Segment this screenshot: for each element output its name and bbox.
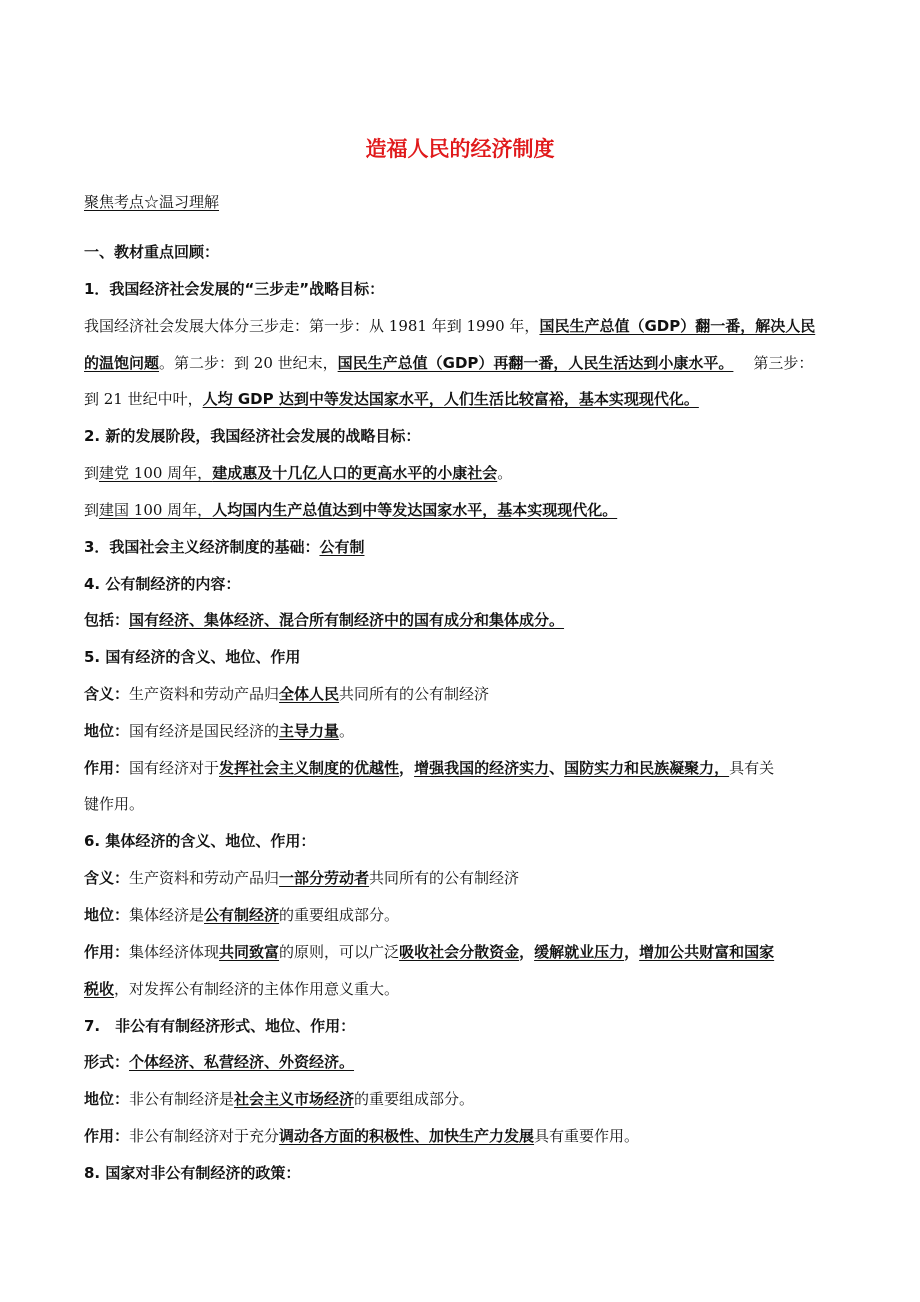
item7-status-label: 地位： <box>84 1090 130 1108</box>
item6-role-sep2: ， <box>624 943 640 961</box>
item7-role-text2: 具有重要作用。 <box>534 1127 640 1145</box>
item6-meaning-text1: 生产资料和劳动产品归 <box>129 869 280 887</box>
part1-heading: 一、教材重点回顾： <box>84 243 220 261</box>
item6-status-label: 地位： <box>84 906 130 924</box>
item6-role-answer2: 吸收社会分散资金 <box>399 943 520 961</box>
item6-role-text2: 的原则，可以广泛 <box>279 943 400 961</box>
item1-heading: 1．我国经济社会发展的“三步走”战略目标： <box>84 280 385 298</box>
item5-meaning-text1: 生产资料和劳动产品归 <box>129 685 280 703</box>
item3-line <box>84 536 364 558</box>
item5-role-sep2: 、 <box>549 759 565 777</box>
item6-meaning-answer: 一部分劳动者 <box>279 869 370 887</box>
item7-form-answer: 个体经济、私营经济、外资经济。 <box>129 1053 355 1071</box>
item6-meaning-label: 含义： <box>84 869 130 887</box>
item5-status-answer: 主导力量 <box>279 722 340 740</box>
item2-l1-answer: 建成惠及十几亿人口的更高水平的小康社会 <box>212 464 498 482</box>
item1-l1-answer: 国民生产总值（GDP）翻一番，解决人民 <box>539 317 816 335</box>
item6-role-answer1: 共同致富 <box>219 943 280 961</box>
item6-meaning <box>84 867 519 889</box>
item1-l2-answer1: 的温饱问题 <box>84 354 160 372</box>
item7-status <box>84 1088 474 1110</box>
item5-status-text2: 。 <box>339 722 355 740</box>
item7-heading: 7. 非公有有制经济形式、地位、作用： <box>84 1017 356 1035</box>
item1-l3-text: 到 21 世纪中叶， <box>84 390 203 408</box>
item2-line1 <box>84 462 512 484</box>
item7-status-text2: 的重要组成部分。 <box>354 1090 475 1108</box>
item7-role-text1: 非公有制经济对于充分 <box>129 1127 280 1145</box>
item1-line3 <box>84 388 699 410</box>
item5-meaning-text2: 共同所有的公有制经济 <box>339 685 490 703</box>
item5-role <box>84 757 774 779</box>
item1-l2-answer2: 国民生产总值（GDP）再翻一番，人民生活达到小康水平。 <box>337 354 734 372</box>
item1-l2-text1: 。第二步：到 20 世纪末， <box>159 354 338 372</box>
item5-role-answer2: 增强我国的经济实力 <box>414 759 550 777</box>
section-heading: 聚焦考点☆温习理解 <box>84 193 220 211</box>
item1-line1 <box>84 315 815 337</box>
document-title: 造福人民的经济制度 <box>365 137 555 161</box>
item5-role-answer3: 国防实力和民族凝聚力， <box>564 759 730 777</box>
item7-status-text1: 非公有制经济是 <box>129 1090 235 1108</box>
item2-l2-to: 到 <box>84 501 100 519</box>
item5-role-cont: 键作用。 <box>84 795 145 813</box>
item5-status-text1: 国有经济是国民经济的 <box>129 722 280 740</box>
item3-answer: 公有制 <box>319 538 365 556</box>
item8-heading: 8. 国家对非公有制经济的政策： <box>84 1164 301 1182</box>
item2-l2-answer: 人均国内生产总值达到中等发达国家水平，基本实现现代化。 <box>212 501 618 519</box>
item3-text: 3．我国社会主义经济制度的基础： <box>84 538 320 556</box>
item6-meaning-text2: 共同所有的公有制经济 <box>369 869 520 887</box>
item6-role-cont <box>84 978 399 1000</box>
item7-role <box>84 1125 639 1147</box>
item7-role-answer: 调动各方面的积极性、加快生产力发展 <box>279 1127 535 1145</box>
item4-content: 国有经济、集体经济、混合所有制经济中的国有成分和集体成分。 <box>129 611 565 629</box>
item1-l1-text: 我国经济社会发展大体分三步走：第一步：从 1981 年到 1990 年， <box>84 317 540 335</box>
item1-l2-text2: 第三步： <box>753 354 814 372</box>
item7-role-label: 作用： <box>84 1127 130 1145</box>
item2-l1-end: 。 <box>497 464 513 482</box>
item6-heading: 6. 集体经济的含义、地位、作用： <box>84 832 316 850</box>
item2-l1-date: 建党 100 周年， <box>99 464 213 482</box>
item1-line2 <box>84 352 813 374</box>
item7-form <box>84 1051 354 1073</box>
item6-role-answer5: 税收 <box>84 980 115 998</box>
item6-status-text2: 的重要组成部分。 <box>279 906 400 924</box>
item6-role-text3: ，对发挥公有制经济的主体作用意义重大。 <box>114 980 400 998</box>
item6-role-text1: 集体经济体现 <box>129 943 220 961</box>
item7-form-label: 形式： <box>84 1053 130 1071</box>
item2-l1-to: 到 <box>84 464 100 482</box>
item4-label: 包括： <box>84 611 130 629</box>
item1-l3-answer: 人均 GDP 达到中等发达国家水平，人们生活比较富裕，基本实现现代化。 <box>202 390 699 408</box>
item5-meaning <box>84 683 489 705</box>
item2-heading: 2. 新的发展阶段，我国经济社会发展的战略目标： <box>84 427 421 445</box>
item5-status-label: 地位： <box>84 722 130 740</box>
item4-line <box>84 609 564 631</box>
item6-role <box>84 941 774 963</box>
item6-role-label: 作用： <box>84 943 130 961</box>
item5-status <box>84 720 354 742</box>
item6-role-answer3: 缓解就业压力 <box>534 943 625 961</box>
item5-role-label: 作用： <box>84 759 130 777</box>
item5-heading: 5. 国有经济的含义、地位、作用 <box>84 648 301 666</box>
item2-line2 <box>84 499 617 521</box>
item2-l2-date: 建国 100 周年， <box>99 501 213 519</box>
item5-role-answer1: 发挥社会主义制度的优越性 <box>219 759 400 777</box>
item5-role-text1: 国有经济对于 <box>129 759 220 777</box>
item6-role-sep1: ， <box>519 943 535 961</box>
item5-role-text2: 具有关 <box>729 759 775 777</box>
item6-status <box>84 904 399 926</box>
item5-role-sep1: ， <box>399 759 415 777</box>
item6-role-answer4: 增加公共财富和国家 <box>639 943 775 961</box>
item6-status-answer: 公有制经济 <box>204 906 280 924</box>
item4-heading: 4. 公有制经济的内容： <box>84 575 241 593</box>
item5-meaning-answer: 全体人民 <box>279 685 340 703</box>
item6-status-text1: 集体经济是 <box>129 906 205 924</box>
item7-status-answer: 社会主义市场经济 <box>234 1090 355 1108</box>
item5-meaning-label: 含义： <box>84 685 130 703</box>
